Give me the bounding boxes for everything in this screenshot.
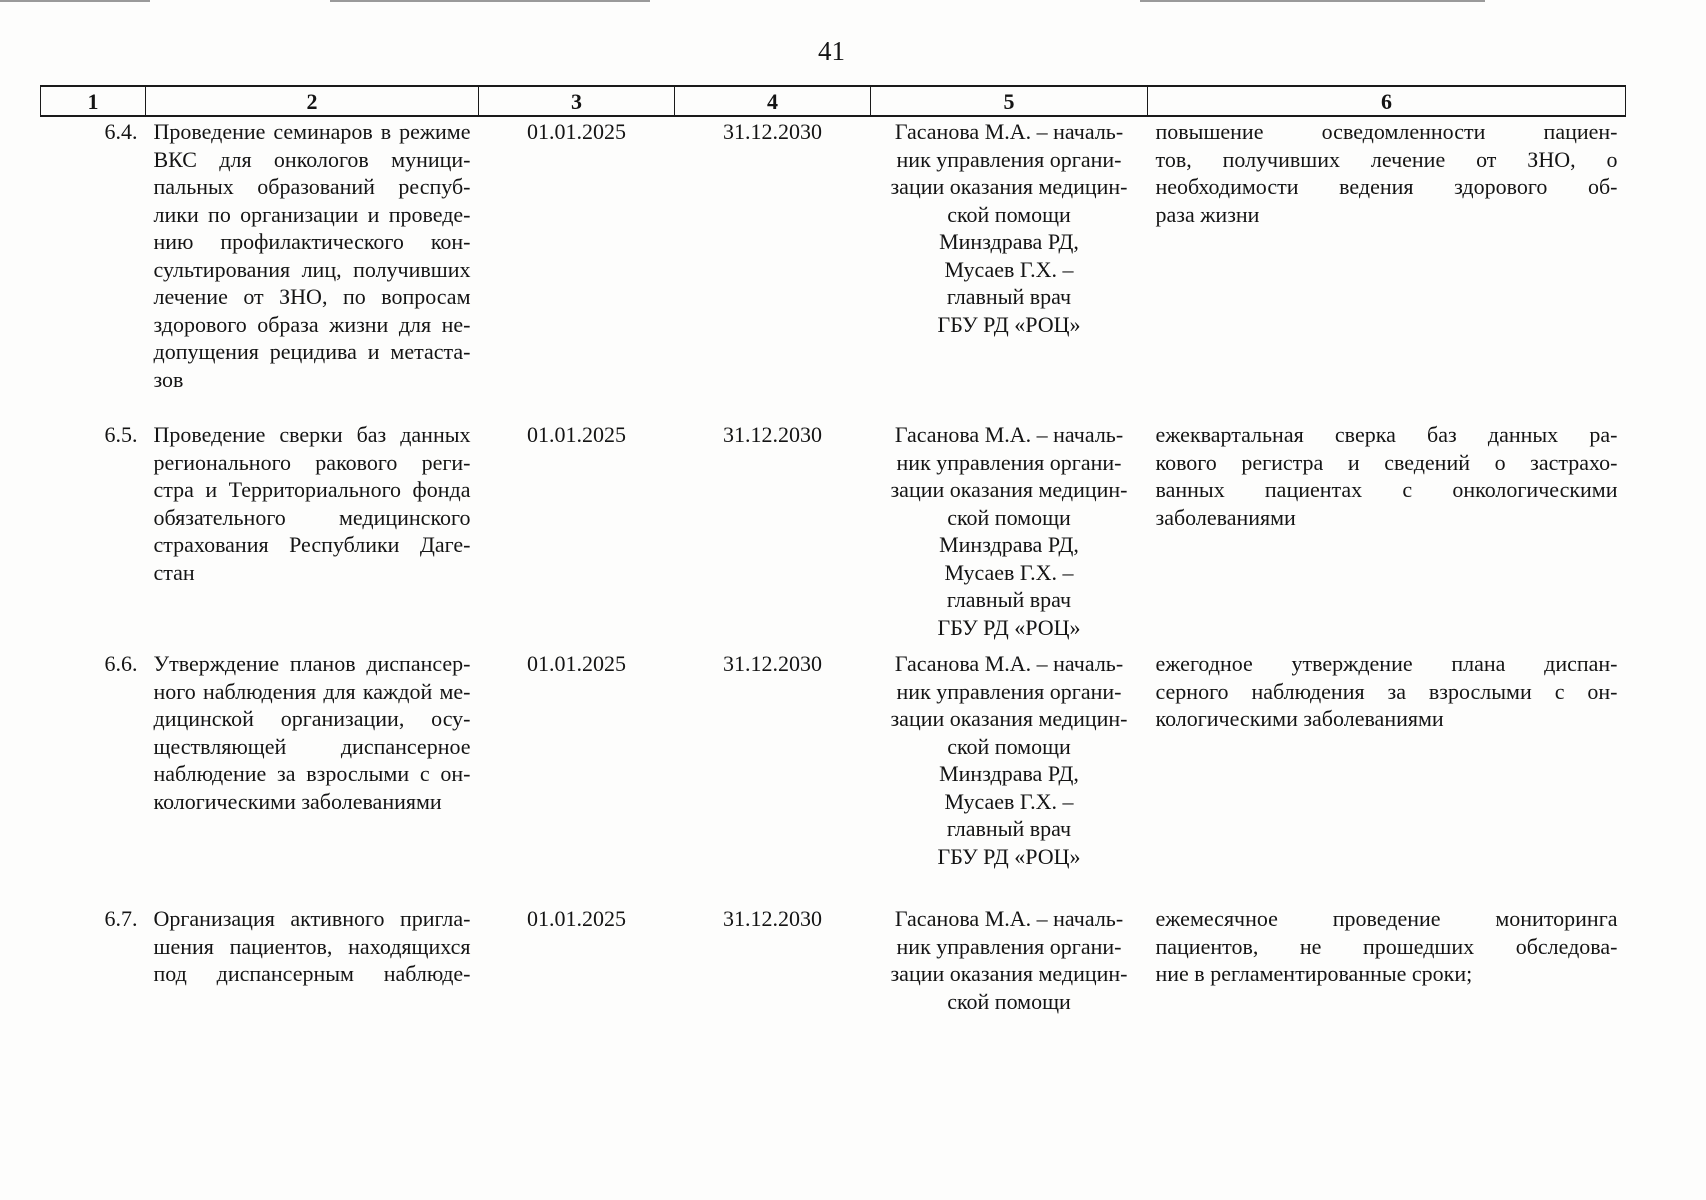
responsible-persons [871,904,1148,1015]
responsible-line: Гасанова М.А. – началь- [894,651,1124,676]
responsible-line: ской помощи [947,988,1071,1014]
result-line: ванных пациентах с онкологическими [1155,477,1618,502]
responsible-line: главный врач [946,816,1072,841]
responsible-line: ской помощи [947,504,1071,530]
activity-line: Проведение сверки баз данных [153,422,471,447]
activity-line: ВКС для онкологов муници- [153,146,471,172]
activity-line: шения пациентов, находящихся [153,933,471,959]
page-number: 41 [818,36,845,66]
responsible-line: Мусаев Г.Х. – [944,788,1074,814]
plan-table [40,85,1626,1015]
activity-line: регионального ракового реги- [153,449,471,475]
responsible-line: главный врач [946,587,1072,612]
activity-line: нию профилактического кон- [153,229,471,254]
result-line: тов, получивших лечение от ЗНО, о [1155,146,1618,172]
responsible-line: ской помощи [947,201,1071,227]
result-line: ежеквартальная сверка баз данных ра- [1155,422,1618,447]
activity-line: наблюдение за взрослыми с он- [153,761,471,786]
scan-top-edge-right [1140,0,1485,2]
responsible-line: зации оказания медицин- [890,174,1128,199]
table-row [41,649,1626,904]
item-number: 6.4. [104,119,138,144]
item-number: 6.7. [104,906,138,931]
activity-line: стан [153,559,195,585]
activity-line: обязательного медицинского [153,504,471,530]
result-line: ежемесячное проведение мониторинга [1155,906,1618,931]
activity-line: под диспансерным наблюде- [153,961,471,986]
activity-line: зов [153,366,184,392]
responsible-persons [871,116,1148,420]
expected-result [1148,649,1626,904]
responsible-line: Гасанова М.А. – началь- [894,906,1124,931]
activity-line: лечение от ЗНО, по вопросам [153,284,471,309]
column-header-5: 5 [871,86,1148,116]
responsible-line: ник управления органи- [896,678,1122,704]
column-header-4: 4 [675,86,871,116]
column-header-3: 3 [479,86,675,116]
responsible-line: Минздрава РД, [939,229,1079,254]
activity-line: Утверждение планов диспансер- [153,651,471,676]
responsible-line: ГБУ РД «РОЦ» [937,614,1081,640]
expected-result [1148,420,1626,649]
responsible-line: главный врач [946,284,1072,309]
result-line: ежегодное утверждение плана диспан- [1155,651,1618,676]
scan-top-edge-middle [330,0,650,2]
activity-name [146,420,479,649]
activity-name [146,116,479,420]
end-date: 31.12.2030 [723,906,822,931]
start-date: 01.01.2025 [527,906,626,931]
table-row [41,420,1626,649]
responsible-line: ской помощи [947,733,1071,759]
expected-result [1148,116,1626,420]
result-line: кового регистра и сведений о застрахо- [1155,449,1618,475]
responsible-line: Мусаев Г.Х. – [944,256,1074,282]
result-line: заболеваниями [1155,504,1296,530]
item-number: 6.6. [104,651,138,676]
activity-name [146,649,479,904]
start-date: 01.01.2025 [527,651,626,676]
column-header-1: 1 [41,86,146,116]
column-header-6: 6 [1148,86,1626,116]
result-line: ние в регламентированные сроки; [1155,961,1473,986]
start-date: 01.01.2025 [527,119,626,144]
responsible-persons [871,420,1148,649]
table-row [41,904,1626,1015]
activity-line: стра и Территориального фонда [153,477,471,502]
end-date: 31.12.2030 [723,119,822,144]
activity-line: пальных образований респуб- [153,174,471,199]
column-header-2: 2 [146,86,479,116]
result-line: кологическими заболеваниями [1155,706,1444,731]
result-line: раза жизни [1155,201,1260,227]
item-number: 6.5. [104,422,138,447]
activity-line: дицинской организации, осу- [153,706,471,731]
activity-line: ного наблюдения для каждой ме- [153,678,471,704]
activity-line: здорового образа жизни для не- [153,311,471,337]
responsible-line: Минздрава РД, [939,532,1079,557]
result-line: повышение осведомленности пациен- [1155,119,1618,144]
responsible-line: зации оказания медицин- [890,706,1128,731]
expected-result [1148,904,1626,1015]
activity-line: ществляющей диспансерное [153,733,471,759]
activity-line: допущения рецидива и метаста- [153,339,471,364]
responsible-line: зации оказания медицин- [890,477,1128,502]
activity-line: сультирования лиц, получивших [153,256,471,282]
responsible-line: Гасанова М.А. – началь- [894,422,1124,447]
table-row [41,116,1626,420]
responsible-persons [871,649,1148,904]
responsible-line: ник управления органи- [896,449,1122,475]
responsible-line: ГБУ РД «РОЦ» [937,843,1081,869]
activity-line: лики по организации и проведе- [153,201,471,227]
activity-line: кологическими заболеваниями [153,788,442,814]
responsible-line: Минздрава РД, [939,761,1079,786]
scan-top-edge-left [0,0,150,2]
header-row [41,86,1626,116]
activity-line: страхования Республики Даге- [153,532,471,557]
result-line: пациентов, не прошедших обследова- [1155,933,1618,959]
start-date: 01.01.2025 [527,422,626,447]
responsible-line: ГБУ РД «РОЦ» [937,311,1081,337]
responsible-line: ник управления органи- [896,933,1122,959]
responsible-line: ник управления органи- [896,146,1122,172]
end-date: 31.12.2030 [723,651,822,676]
result-line: необходимости ведения здорового об- [1155,174,1618,199]
activity-line: Проведение семинаров в режиме [153,119,471,144]
responsible-line: зации оказания медицин- [890,961,1128,986]
end-date: 31.12.2030 [723,422,822,447]
responsible-line: Гасанова М.А. – началь- [894,119,1124,144]
result-line: серного наблюдения за взрослыми с он- [1155,678,1618,704]
activity-line: Организация активного пригла- [153,906,471,931]
activity-name [146,904,479,1015]
responsible-line: Мусаев Г.Х. – [944,559,1074,585]
